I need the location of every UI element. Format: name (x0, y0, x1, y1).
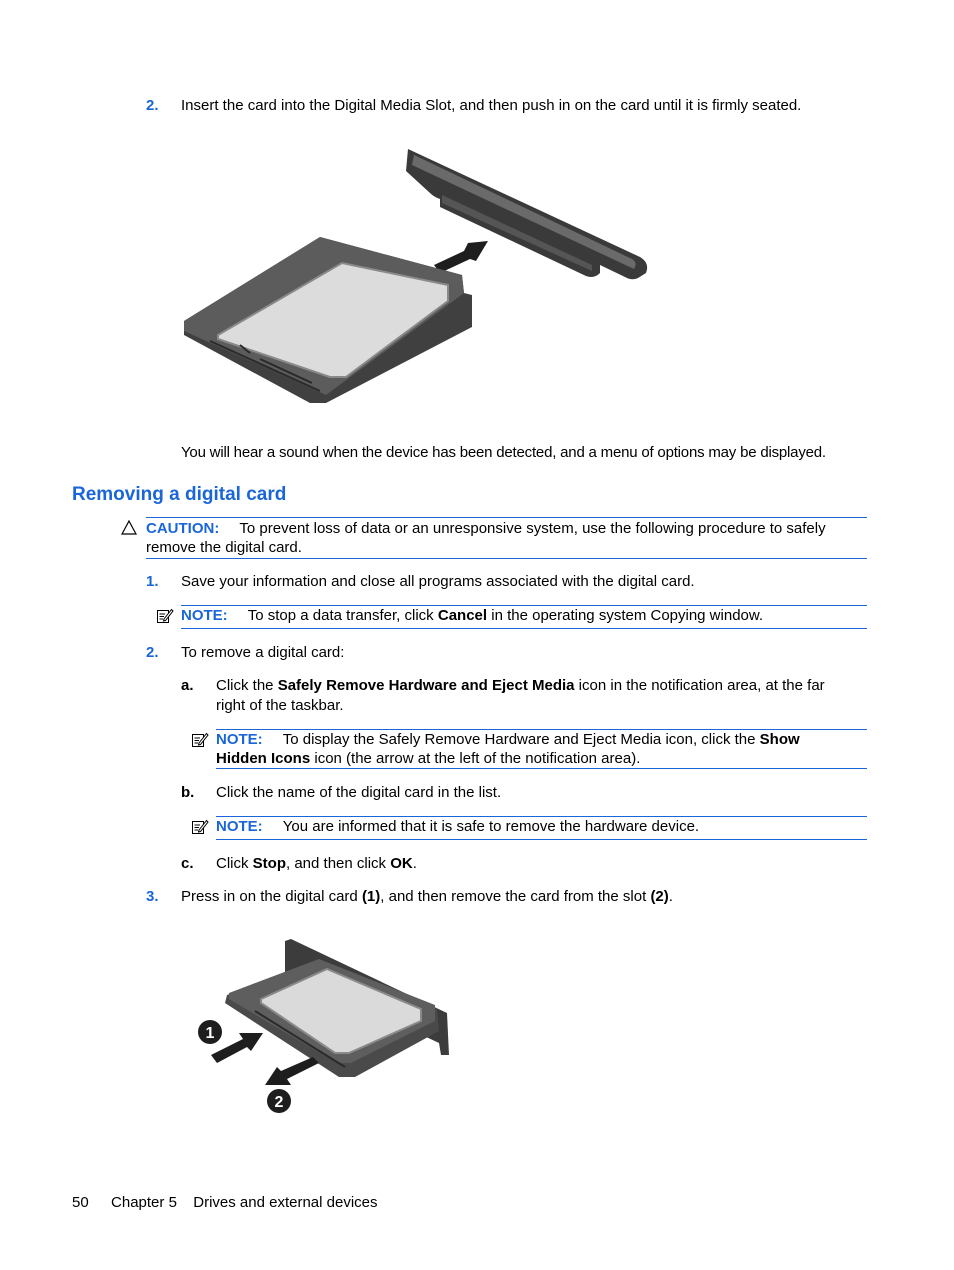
note-1 (181, 606, 763, 625)
chapter-label: Chapter 5 (111, 1194, 177, 1211)
sub-b-letter: b. (181, 784, 195, 801)
note-pencil-icon (191, 818, 209, 836)
note-1-label: NOTE: (181, 607, 228, 624)
callout-2: 2 (274, 1094, 284, 1111)
card-remove-illustration (195, 935, 455, 1115)
note-2-rule-bottom (216, 768, 867, 769)
note-2-bold-2: Hidden Icons (216, 750, 311, 767)
step-2-number: 2. (146, 644, 159, 661)
caution-rule-top (146, 517, 867, 518)
step-3-number: 3. (146, 888, 159, 905)
caution-text-1: To prevent loss of data or an unresponsive system, use the following procedure to safely (239, 520, 826, 537)
step-top (146, 96, 159, 115)
note-2-line-1 (216, 730, 800, 749)
sub-c-pre: Click (216, 855, 249, 872)
caution-label: CAUTION: (146, 520, 220, 537)
note-1-pre: To stop a data transfer, click (247, 607, 434, 624)
step-2-text: To remove a digital card: (181, 644, 345, 661)
note-3-label: NOTE: (216, 818, 263, 835)
detect-text: You will hear a sound when the device has been detected, and a menu of options may be displayed. (181, 444, 826, 461)
sub-a-pre: Click the (216, 677, 274, 694)
note-1-bold: Cancel (437, 607, 488, 624)
note-2-bold-1: Show (759, 731, 800, 748)
footer (72, 1193, 378, 1212)
step-top-text: Insert the card into the Digital Media Slot, and then push in on the card until it is firmly seated. (181, 97, 802, 114)
sub-a-line-2: right of the taskbar. (216, 697, 344, 714)
sub-c-letter: c. (181, 855, 194, 872)
step-3-text (181, 887, 673, 906)
step-3-post: . (668, 888, 673, 905)
sub-c-post: . (412, 855, 417, 872)
sub-a-bold: Safely Remove Hardware and Eject Media (277, 677, 575, 694)
note-1-rule-bottom (181, 628, 867, 629)
caution-text-2: remove the digital card. (146, 539, 302, 556)
note-pencil-icon (191, 731, 209, 749)
caution-rule-bottom (146, 558, 867, 559)
step-number: 2. (146, 97, 159, 114)
note-2-line-2 (216, 749, 640, 768)
step-1-text: Save your information and close all programs associated with the digital card. (181, 573, 695, 590)
sub-b-text: Click the name of the digital card in the list. (216, 784, 502, 801)
callout-1: 1 (205, 1025, 215, 1042)
note-3-rule-bottom (216, 839, 867, 840)
sub-c-text (216, 854, 417, 873)
sub-a-post: icon in the notification area, at the far (578, 677, 825, 694)
caution-line-1 (146, 519, 826, 538)
section-title: Removing a digital card (72, 484, 287, 505)
step-3-mid: , and then remove the card from the slot (380, 888, 647, 905)
sub-c-bold-2: OK (390, 855, 413, 872)
card-insert-illustration (180, 145, 650, 410)
step-3-bold-1: (1) (361, 888, 381, 905)
sub-c-mid: , and then click (286, 855, 387, 872)
note-3-text: You are informed that it is safe to remove the hardware device. (282, 818, 700, 835)
note-2-pre: To display the Safely Remove Hardware and Eject Media icon, click the (282, 731, 756, 748)
note-1-post: in the operating system Copying window. (491, 607, 764, 624)
chapter-title: Drives and external devices (193, 1194, 378, 1211)
caution-triangle-icon (121, 520, 137, 535)
note-2-post: icon (the arrow at the left of the notification area). (314, 750, 641, 767)
note-3 (216, 817, 699, 836)
step-3-bold-2: (2) (650, 888, 669, 905)
note-2-label: NOTE: (216, 731, 263, 748)
sub-a-letter: a. (181, 677, 194, 694)
note-pencil-icon (156, 607, 174, 625)
sub-c-bold-1: Stop (252, 855, 286, 872)
page-number: 50 (72, 1194, 89, 1211)
step-1-number: 1. (146, 573, 159, 590)
sub-a-line-1 (216, 676, 825, 695)
step-3-pre: Press in on the digital card (181, 888, 358, 905)
